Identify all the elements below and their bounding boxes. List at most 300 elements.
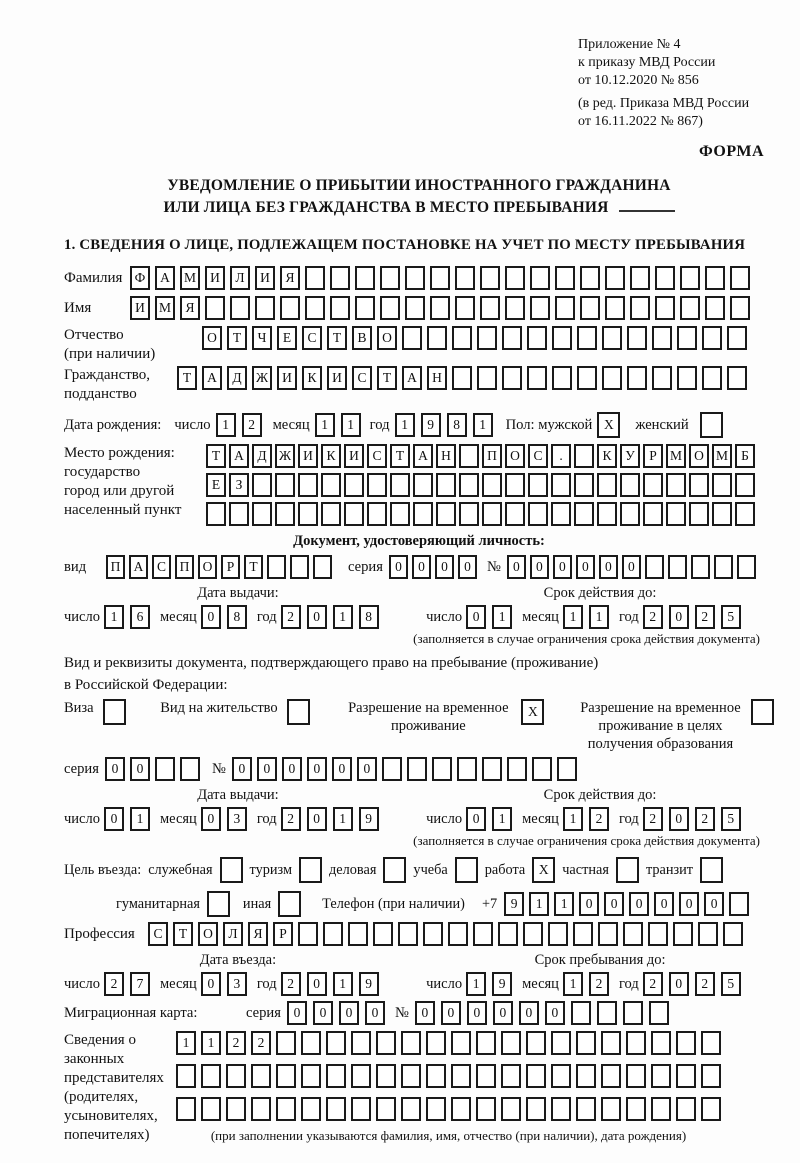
char-cell[interactable]: И — [277, 366, 297, 390]
char-cell[interactable] — [526, 1031, 546, 1055]
char-cell[interactable]: 9 — [359, 972, 379, 996]
char-cell[interactable]: К — [302, 366, 322, 390]
char-cell[interactable]: 2 — [643, 605, 663, 629]
char-cell[interactable] — [648, 922, 668, 946]
char-cell[interactable] — [326, 1097, 346, 1121]
char-cell[interactable] — [645, 555, 664, 579]
char-cell[interactable] — [668, 555, 687, 579]
char-cell[interactable] — [290, 555, 309, 579]
char-cell[interactable]: 2 — [226, 1031, 246, 1055]
char-cell[interactable]: И — [130, 296, 150, 320]
char-cell[interactable] — [701, 1031, 721, 1055]
char-cell[interactable] — [698, 922, 718, 946]
char-cell[interactable]: 0 — [545, 1001, 565, 1025]
char-cell[interactable] — [355, 296, 375, 320]
char-cell[interactable]: 1 — [466, 972, 486, 996]
char-cell[interactable] — [459, 473, 479, 497]
char-cell[interactable]: 3 — [227, 807, 247, 831]
char-cell[interactable]: О — [198, 555, 217, 579]
char-cell[interactable] — [574, 473, 594, 497]
char-cell[interactable]: 1 — [492, 605, 512, 629]
char-cell[interactable] — [451, 1064, 471, 1088]
char-cell[interactable]: 0 — [307, 972, 327, 996]
char-cell[interactable]: И — [205, 266, 225, 290]
char-cell[interactable] — [557, 757, 577, 781]
char-cell[interactable]: А — [202, 366, 222, 390]
char-cell[interactable]: X — [521, 699, 544, 725]
char-cell[interactable] — [405, 266, 425, 290]
char-cell[interactable]: З — [229, 473, 249, 497]
char-cell[interactable] — [376, 1031, 396, 1055]
char-cell[interactable]: 1 — [554, 892, 574, 916]
char-cell[interactable]: 0 — [530, 555, 549, 579]
char-cell[interactable]: Ж — [252, 366, 272, 390]
char-cell[interactable] — [398, 922, 418, 946]
char-cell[interactable] — [477, 326, 497, 350]
char-cell[interactable] — [275, 473, 295, 497]
char-cell[interactable]: Т — [377, 366, 397, 390]
char-cell[interactable] — [551, 1064, 571, 1088]
char-cell[interactable]: 0 — [415, 1001, 435, 1025]
char-cell[interactable] — [574, 502, 594, 526]
char-cell[interactable]: 0 — [307, 757, 327, 781]
char-cell[interactable] — [712, 502, 732, 526]
char-cell[interactable] — [552, 366, 572, 390]
char-cell[interactable] — [176, 1097, 196, 1121]
char-cell[interactable]: К — [321, 444, 341, 468]
char-cell[interactable] — [532, 757, 552, 781]
char-cell[interactable]: 9 — [421, 413, 441, 437]
char-cell[interactable]: 1 — [333, 972, 353, 996]
char-cell[interactable] — [367, 473, 387, 497]
char-cell[interactable] — [502, 326, 522, 350]
char-cell[interactable]: 1 — [176, 1031, 196, 1055]
char-cell[interactable] — [275, 502, 295, 526]
char-cell[interactable]: 2 — [281, 807, 301, 831]
char-cell[interactable]: 5 — [721, 807, 741, 831]
char-cell[interactable]: 1 — [563, 972, 583, 996]
char-cell[interactable] — [677, 326, 697, 350]
char-cell[interactable] — [735, 473, 755, 497]
char-cell[interactable] — [498, 922, 518, 946]
char-cell[interactable] — [601, 1097, 621, 1121]
char-cell[interactable]: Н — [436, 444, 456, 468]
char-cell[interactable]: 0 — [669, 605, 689, 629]
char-cell[interactable]: 1 — [395, 413, 415, 437]
char-cell[interactable]: 0 — [232, 757, 252, 781]
char-cell[interactable] — [301, 1064, 321, 1088]
char-cell[interactable] — [626, 1064, 646, 1088]
char-cell[interactable] — [451, 1031, 471, 1055]
char-cell[interactable]: 0 — [466, 807, 486, 831]
char-cell[interactable]: 1 — [563, 605, 583, 629]
char-cell[interactable] — [459, 444, 479, 468]
char-cell[interactable]: 1 — [529, 892, 549, 916]
char-cell[interactable]: 0 — [519, 1001, 539, 1025]
char-cell[interactable] — [473, 922, 493, 946]
char-cell[interactable] — [714, 555, 733, 579]
char-cell[interactable] — [651, 1064, 671, 1088]
char-cell[interactable] — [423, 922, 443, 946]
char-cell[interactable] — [602, 326, 622, 350]
char-cell[interactable] — [730, 266, 750, 290]
char-cell[interactable]: 0 — [654, 892, 674, 916]
char-cell[interactable] — [571, 1001, 591, 1025]
char-cell[interactable]: 0 — [307, 605, 327, 629]
char-cell[interactable] — [383, 857, 406, 883]
char-cell[interactable] — [351, 1064, 371, 1088]
char-cell[interactable]: 0 — [201, 605, 221, 629]
char-cell[interactable] — [255, 296, 275, 320]
char-cell[interactable] — [577, 366, 597, 390]
char-cell[interactable] — [330, 296, 350, 320]
char-cell[interactable] — [401, 1097, 421, 1121]
char-cell[interactable]: 5 — [721, 605, 741, 629]
char-cell[interactable] — [206, 502, 226, 526]
char-cell[interactable] — [700, 857, 723, 883]
char-cell[interactable] — [501, 1031, 521, 1055]
char-cell[interactable]: 0 — [313, 1001, 333, 1025]
char-cell[interactable] — [430, 296, 450, 320]
char-cell[interactable]: Т — [327, 326, 347, 350]
char-cell[interactable] — [528, 502, 548, 526]
char-cell[interactable]: М — [666, 444, 686, 468]
char-cell[interactable] — [482, 757, 502, 781]
char-cell[interactable] — [627, 326, 647, 350]
char-cell[interactable] — [230, 296, 250, 320]
char-cell[interactable] — [505, 473, 525, 497]
char-cell[interactable]: Р — [643, 444, 663, 468]
char-cell[interactable]: А — [402, 366, 422, 390]
char-cell[interactable]: Т — [206, 444, 226, 468]
char-cell[interactable]: С — [352, 366, 372, 390]
char-cell[interactable]: О — [377, 326, 397, 350]
char-cell[interactable]: 0 — [493, 1001, 513, 1025]
char-cell[interactable]: 8 — [447, 413, 467, 437]
char-cell[interactable]: 0 — [466, 605, 486, 629]
char-cell[interactable] — [530, 266, 550, 290]
char-cell[interactable] — [655, 296, 675, 320]
char-cell[interactable]: 0 — [679, 892, 699, 916]
char-cell[interactable]: 1 — [130, 807, 150, 831]
char-cell[interactable]: 2 — [281, 605, 301, 629]
char-cell[interactable] — [380, 296, 400, 320]
char-cell[interactable] — [321, 473, 341, 497]
char-cell[interactable]: Т — [177, 366, 197, 390]
char-cell[interactable]: 0 — [389, 555, 408, 579]
char-cell[interactable] — [526, 1064, 546, 1088]
char-cell[interactable]: Т — [244, 555, 263, 579]
char-cell[interactable]: Д — [227, 366, 247, 390]
char-cell[interactable] — [330, 266, 350, 290]
char-cell[interactable]: 1 — [563, 807, 583, 831]
char-cell[interactable]: 0 — [458, 555, 477, 579]
char-cell[interactable]: 1 — [333, 605, 353, 629]
char-cell[interactable] — [476, 1064, 496, 1088]
char-cell[interactable]: К — [597, 444, 617, 468]
char-cell[interactable]: 0 — [669, 972, 689, 996]
char-cell[interactable]: 2 — [589, 807, 609, 831]
char-cell[interactable] — [528, 473, 548, 497]
char-cell[interactable] — [729, 892, 749, 916]
char-cell[interactable]: Я — [180, 296, 200, 320]
char-cell[interactable]: П — [175, 555, 194, 579]
char-cell[interactable]: 9 — [492, 972, 512, 996]
char-cell[interactable]: Р — [221, 555, 240, 579]
char-cell[interactable]: 1 — [201, 1031, 221, 1055]
char-cell[interactable] — [432, 757, 452, 781]
char-cell[interactable]: 8 — [227, 605, 247, 629]
char-cell[interactable]: А — [129, 555, 148, 579]
char-cell[interactable] — [626, 1031, 646, 1055]
char-cell[interactable] — [630, 266, 650, 290]
char-cell[interactable]: С — [302, 326, 322, 350]
char-cell[interactable] — [452, 366, 472, 390]
char-cell[interactable]: . — [551, 444, 571, 468]
char-cell[interactable]: О — [198, 922, 218, 946]
char-cell[interactable] — [207, 891, 230, 917]
char-cell[interactable]: Ф — [130, 266, 150, 290]
char-cell[interactable] — [580, 266, 600, 290]
char-cell[interactable]: 0 — [467, 1001, 487, 1025]
char-cell[interactable] — [426, 1064, 446, 1088]
char-cell[interactable] — [326, 1064, 346, 1088]
char-cell[interactable] — [723, 922, 743, 946]
char-cell[interactable] — [401, 1064, 421, 1088]
char-cell[interactable] — [530, 296, 550, 320]
char-cell[interactable]: 0 — [357, 757, 377, 781]
char-cell[interactable]: В — [352, 326, 372, 350]
char-cell[interactable]: Т — [227, 326, 247, 350]
char-cell[interactable]: Ж — [275, 444, 295, 468]
char-cell[interactable] — [459, 502, 479, 526]
char-cell[interactable]: 0 — [704, 892, 724, 916]
char-cell[interactable] — [527, 326, 547, 350]
char-cell[interactable] — [597, 1001, 617, 1025]
char-cell[interactable] — [689, 473, 709, 497]
char-cell[interactable] — [701, 1064, 721, 1088]
char-cell[interactable]: 1 — [333, 807, 353, 831]
char-cell[interactable] — [226, 1097, 246, 1121]
char-cell[interactable] — [373, 922, 393, 946]
char-cell[interactable] — [712, 473, 732, 497]
char-cell[interactable] — [482, 502, 502, 526]
char-cell[interactable]: 0 — [365, 1001, 385, 1025]
char-cell[interactable] — [413, 502, 433, 526]
char-cell[interactable] — [305, 296, 325, 320]
char-cell[interactable]: С — [528, 444, 548, 468]
char-cell[interactable]: 0 — [201, 972, 221, 996]
char-cell[interactable] — [623, 922, 643, 946]
char-cell[interactable]: Р — [273, 922, 293, 946]
char-cell[interactable]: 1 — [104, 605, 124, 629]
char-cell[interactable] — [448, 922, 468, 946]
char-cell[interactable] — [155, 757, 175, 781]
char-cell[interactable] — [367, 502, 387, 526]
char-cell[interactable] — [226, 1064, 246, 1088]
char-cell[interactable]: М — [155, 296, 175, 320]
char-cell[interactable]: Т — [173, 922, 193, 946]
char-cell[interactable] — [605, 296, 625, 320]
char-cell[interactable] — [376, 1064, 396, 1088]
char-cell[interactable]: Д — [252, 444, 272, 468]
char-cell[interactable]: 6 — [130, 605, 150, 629]
char-cell[interactable]: 0 — [307, 807, 327, 831]
char-cell[interactable] — [577, 326, 597, 350]
char-cell[interactable] — [643, 502, 663, 526]
char-cell[interactable] — [380, 266, 400, 290]
char-cell[interactable] — [476, 1097, 496, 1121]
char-cell[interactable] — [344, 502, 364, 526]
char-cell[interactable] — [313, 555, 332, 579]
char-cell[interactable] — [620, 502, 640, 526]
char-cell[interactable] — [555, 296, 575, 320]
char-cell[interactable]: О — [689, 444, 709, 468]
char-cell[interactable] — [480, 266, 500, 290]
char-cell[interactable]: 0 — [257, 757, 277, 781]
char-cell[interactable]: Е — [206, 473, 226, 497]
char-cell[interactable]: 1 — [589, 605, 609, 629]
char-cell[interactable] — [252, 502, 272, 526]
char-cell[interactable] — [351, 1097, 371, 1121]
char-cell[interactable] — [649, 1001, 669, 1025]
char-cell[interactable]: У — [620, 444, 640, 468]
char-cell[interactable] — [689, 502, 709, 526]
char-cell[interactable] — [601, 1064, 621, 1088]
char-cell[interactable]: 0 — [576, 555, 595, 579]
char-cell[interactable]: 2 — [643, 807, 663, 831]
char-cell[interactable] — [251, 1064, 271, 1088]
char-cell[interactable] — [229, 502, 249, 526]
char-cell[interactable] — [405, 296, 425, 320]
char-cell[interactable] — [180, 757, 200, 781]
char-cell[interactable] — [477, 366, 497, 390]
char-cell[interactable] — [576, 1031, 596, 1055]
char-cell[interactable] — [523, 922, 543, 946]
char-cell[interactable] — [507, 757, 527, 781]
char-cell[interactable]: И — [327, 366, 347, 390]
char-cell[interactable]: 1 — [492, 807, 512, 831]
char-cell[interactable] — [426, 1097, 446, 1121]
char-cell[interactable] — [705, 296, 725, 320]
char-cell[interactable] — [652, 326, 672, 350]
char-cell[interactable]: О — [202, 326, 222, 350]
char-cell[interactable]: Е — [277, 326, 297, 350]
char-cell[interactable] — [574, 444, 594, 468]
char-cell[interactable]: М — [180, 266, 200, 290]
char-cell[interactable] — [651, 1031, 671, 1055]
char-cell[interactable] — [455, 266, 475, 290]
char-cell[interactable] — [552, 326, 572, 350]
char-cell[interactable]: 3 — [227, 972, 247, 996]
char-cell[interactable] — [551, 502, 571, 526]
char-cell[interactable] — [676, 1031, 696, 1055]
char-cell[interactable] — [455, 296, 475, 320]
char-cell[interactable]: 2 — [242, 413, 262, 437]
char-cell[interactable] — [201, 1097, 221, 1121]
char-cell[interactable]: 0 — [435, 555, 454, 579]
char-cell[interactable] — [326, 1031, 346, 1055]
char-cell[interactable]: 0 — [579, 892, 599, 916]
char-cell[interactable] — [480, 296, 500, 320]
char-cell[interactable] — [401, 1031, 421, 1055]
char-cell[interactable] — [299, 857, 322, 883]
char-cell[interactable]: И — [344, 444, 364, 468]
char-cell[interactable]: А — [229, 444, 249, 468]
char-cell[interactable] — [436, 502, 456, 526]
char-cell[interactable]: Л — [230, 266, 250, 290]
char-cell[interactable] — [298, 922, 318, 946]
char-cell[interactable] — [276, 1031, 296, 1055]
char-cell[interactable] — [457, 757, 477, 781]
char-cell[interactable] — [666, 473, 686, 497]
char-cell[interactable] — [436, 473, 456, 497]
char-cell[interactable] — [280, 296, 300, 320]
char-cell[interactable]: 0 — [604, 892, 624, 916]
char-cell[interactable] — [737, 555, 756, 579]
char-cell[interactable]: 2 — [643, 972, 663, 996]
char-cell[interactable] — [451, 1097, 471, 1121]
char-cell[interactable]: 0 — [105, 757, 125, 781]
char-cell[interactable]: 2 — [695, 807, 715, 831]
char-cell[interactable]: 0 — [622, 555, 641, 579]
char-cell[interactable] — [702, 366, 722, 390]
char-cell[interactable] — [551, 1031, 571, 1055]
char-cell[interactable] — [548, 922, 568, 946]
char-cell[interactable] — [555, 266, 575, 290]
char-cell[interactable]: X — [532, 857, 555, 883]
char-cell[interactable] — [601, 1031, 621, 1055]
char-cell[interactable] — [402, 326, 422, 350]
char-cell[interactable]: Л — [223, 922, 243, 946]
char-cell[interactable] — [620, 473, 640, 497]
char-cell[interactable] — [598, 922, 618, 946]
char-cell[interactable]: П — [106, 555, 125, 579]
char-cell[interactable] — [298, 502, 318, 526]
char-cell[interactable]: 2 — [281, 972, 301, 996]
char-cell[interactable] — [426, 1031, 446, 1055]
char-cell[interactable] — [351, 1031, 371, 1055]
char-cell[interactable] — [323, 922, 343, 946]
char-cell[interactable] — [680, 296, 700, 320]
char-cell[interactable] — [666, 502, 686, 526]
char-cell[interactable] — [321, 502, 341, 526]
char-cell[interactable]: 0 — [507, 555, 526, 579]
char-cell[interactable]: 8 — [359, 605, 379, 629]
char-cell[interactable] — [705, 266, 725, 290]
char-cell[interactable] — [267, 555, 286, 579]
char-cell[interactable] — [676, 1064, 696, 1088]
char-cell[interactable]: П — [482, 444, 502, 468]
char-cell[interactable] — [630, 296, 650, 320]
char-cell[interactable] — [652, 366, 672, 390]
char-cell[interactable]: 9 — [504, 892, 524, 916]
char-cell[interactable] — [551, 1097, 571, 1121]
char-cell[interactable]: 0 — [412, 555, 431, 579]
char-cell[interactable] — [627, 366, 647, 390]
char-cell[interactable] — [501, 1064, 521, 1088]
char-cell[interactable] — [505, 296, 525, 320]
char-cell[interactable] — [676, 1097, 696, 1121]
char-cell[interactable] — [287, 699, 310, 725]
char-cell[interactable] — [220, 857, 243, 883]
char-cell[interactable] — [276, 1064, 296, 1088]
char-cell[interactable] — [626, 1097, 646, 1121]
char-cell[interactable] — [727, 366, 747, 390]
char-cell[interactable]: 0 — [553, 555, 572, 579]
char-cell[interactable]: 2 — [695, 972, 715, 996]
char-cell[interactable]: 2 — [104, 972, 124, 996]
